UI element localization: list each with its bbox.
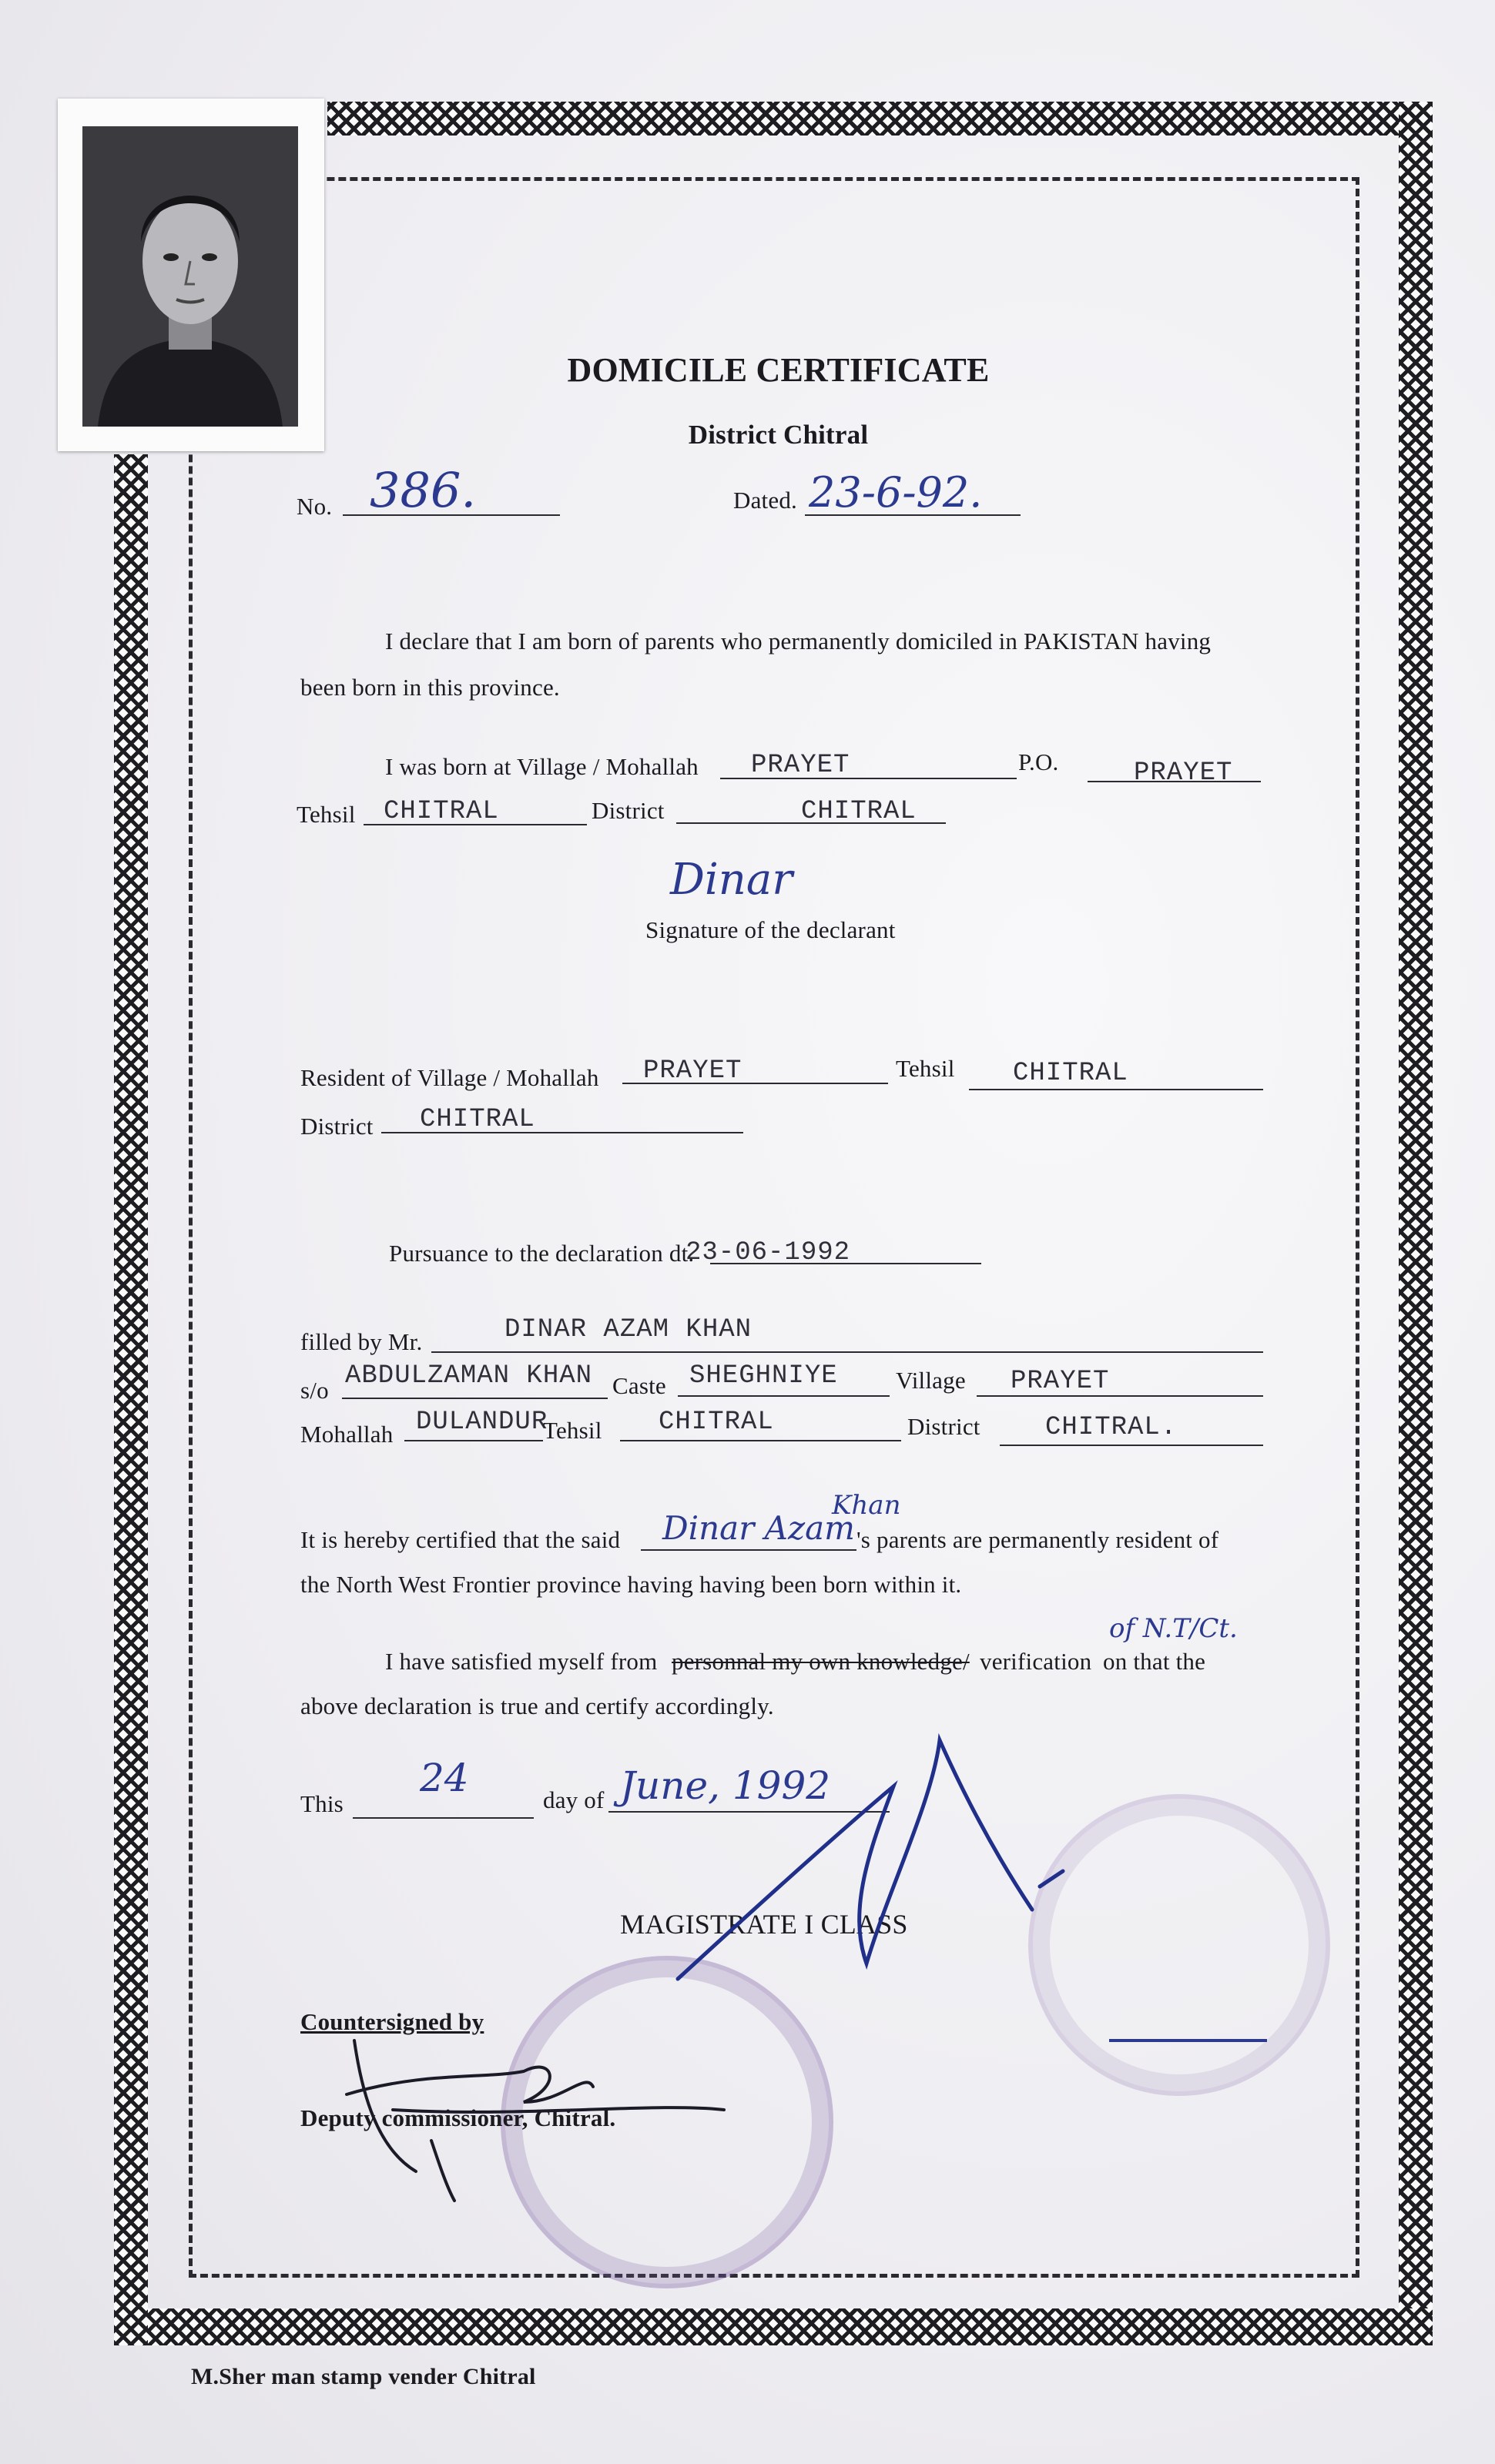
declarant-signature-caption: Signature of the declarant	[645, 916, 896, 943]
residence-district-line	[381, 1132, 743, 1133]
certified-name-addition: Khan	[832, 1490, 901, 1521]
certificate-district: District Chitral	[688, 420, 869, 450]
certificate-title: DOMICILE CERTIFICATE	[567, 351, 990, 389]
filled-by-value: DINAR AZAM KHAN	[504, 1315, 753, 1344]
countersigned-label: Countersigned by	[300, 2008, 484, 2035]
village-value: PRAYET	[1011, 1367, 1110, 1396]
satisfied-struck-text: personnal my own knowledge/	[672, 1648, 970, 1675]
born-village-line	[720, 778, 1017, 779]
pursuance-date: 23-06-1992	[685, 1238, 851, 1267]
certified-name-line	[641, 1549, 856, 1551]
day-of-label: day of	[543, 1786, 605, 1813]
deputy-commissioner-title: Deputy commissioner, Chitral.	[300, 2104, 616, 2131]
dated-line	[805, 514, 1021, 516]
residence-district-value: CHITRAL	[420, 1105, 535, 1134]
day-value: 24	[420, 1756, 469, 1800]
number-label: No.	[297, 493, 333, 520]
caste-label: Caste	[612, 1372, 666, 1399]
pursuance-tehsil-line	[620, 1440, 901, 1441]
certified-text-b: 's parents are permanently resident of	[856, 1526, 1219, 1553]
mohallah-value: DULANDUR	[416, 1408, 548, 1437]
po-value: PRAYET	[1134, 758, 1233, 788]
magistrate-title: MAGISTRATE I CLASS	[620, 1909, 908, 1940]
pursuance-tehsil-label: Tehsil	[543, 1417, 602, 1444]
pursuance-district-value: CHITRAL.	[1045, 1413, 1178, 1442]
mohallah-line	[404, 1440, 543, 1441]
son-of-value: ABDULZAMAN KHAN	[345, 1361, 593, 1391]
residence-tehsil-line	[969, 1089, 1263, 1090]
tehsil-label: Tehsil	[297, 801, 356, 828]
certified-text-a: It is hereby certified that the said	[300, 1526, 621, 1553]
decorative-border-top	[327, 102, 1433, 136]
tehsil-value: CHITRAL	[384, 797, 499, 826]
born-label: I was born at Village / Mohallah	[385, 753, 699, 780]
residence-tehsil-value: CHITRAL	[1013, 1059, 1128, 1088]
deputy-signature	[331, 2025, 732, 2202]
born-village-value: PRAYET	[751, 751, 850, 780]
son-of-line	[342, 1398, 608, 1399]
district-value: CHITRAL	[801, 797, 917, 826]
satisfied-text-a: I have satisfied myself from	[385, 1648, 658, 1675]
dated-value: 23-6-92.	[809, 468, 983, 517]
residence-village-label: Resident of Village / Mohallah	[300, 1064, 599, 1091]
filled-by-line	[431, 1351, 1263, 1353]
dated-label: Dated.	[733, 487, 797, 514]
stamp-vendor-note: M.Sher man stamp vender Chitral	[191, 2364, 536, 2389]
residence-village-line	[622, 1083, 888, 1084]
decorative-border-left	[114, 454, 148, 2345]
number-value: 386.	[370, 462, 477, 518]
satisfied-text-b: verification	[980, 1648, 1092, 1675]
mohallah-label: Mohallah	[300, 1421, 394, 1448]
satisfied-handwritten-note: of N.T/Ct.	[1109, 1613, 1238, 1644]
this-label: This	[300, 1790, 344, 1817]
pursuance-district-label: District	[907, 1413, 980, 1440]
magistrate-signature	[678, 1732, 1109, 1987]
filled-by-label: filled by Mr.	[300, 1328, 423, 1355]
district-line	[676, 822, 946, 824]
po-line	[1088, 781, 1261, 782]
magistrate-signature-strokes	[678, 1732, 1109, 1987]
pursuance-date-line	[710, 1263, 981, 1264]
certified-name: Dinar Azam	[662, 1509, 855, 1547]
magistrate-date-stroke	[1109, 2039, 1267, 2042]
certified-line-4: above declaration is true and certify accordingly.	[300, 1692, 774, 1719]
decorative-border-bottom	[114, 2308, 1433, 2345]
pursuance-label: Pursuance to the declaration dt.	[389, 1240, 695, 1267]
residence-district-label: District	[300, 1113, 374, 1140]
declarant-signature: Dinar	[670, 855, 793, 905]
pursuance-district-line	[1000, 1445, 1263, 1446]
number-line	[343, 514, 560, 516]
village-label: Village	[896, 1367, 966, 1394]
declaration-line-2: been born in this province.	[300, 674, 560, 701]
certified-line-2: the North West Frontier province having having been born within it.	[300, 1571, 962, 1598]
satisfied-text-c: on that the	[1103, 1648, 1206, 1675]
month-value: June, 1992	[620, 1763, 831, 1808]
pursuance-tehsil-value: CHITRAL	[659, 1408, 774, 1437]
declaration-line-1: I declare that I am born of parents who permanently domiciled in PAKISTAN having	[385, 628, 1212, 654]
tehsil-line	[364, 824, 587, 825]
residence-tehsil-label: Tehsil	[896, 1055, 955, 1082]
passport-photo	[58, 99, 324, 451]
day-line	[353, 1817, 534, 1819]
residence-village-value: PRAYET	[643, 1056, 742, 1086]
district-label: District	[592, 797, 665, 824]
village-line	[977, 1395, 1263, 1397]
caste-line	[678, 1395, 890, 1397]
son-of-label: s/o	[300, 1377, 329, 1404]
caste-value: SHEGHNIYE	[689, 1361, 838, 1391]
deputy-signature-strokes	[331, 2025, 732, 2202]
po-label: P.O.	[1018, 748, 1059, 775]
